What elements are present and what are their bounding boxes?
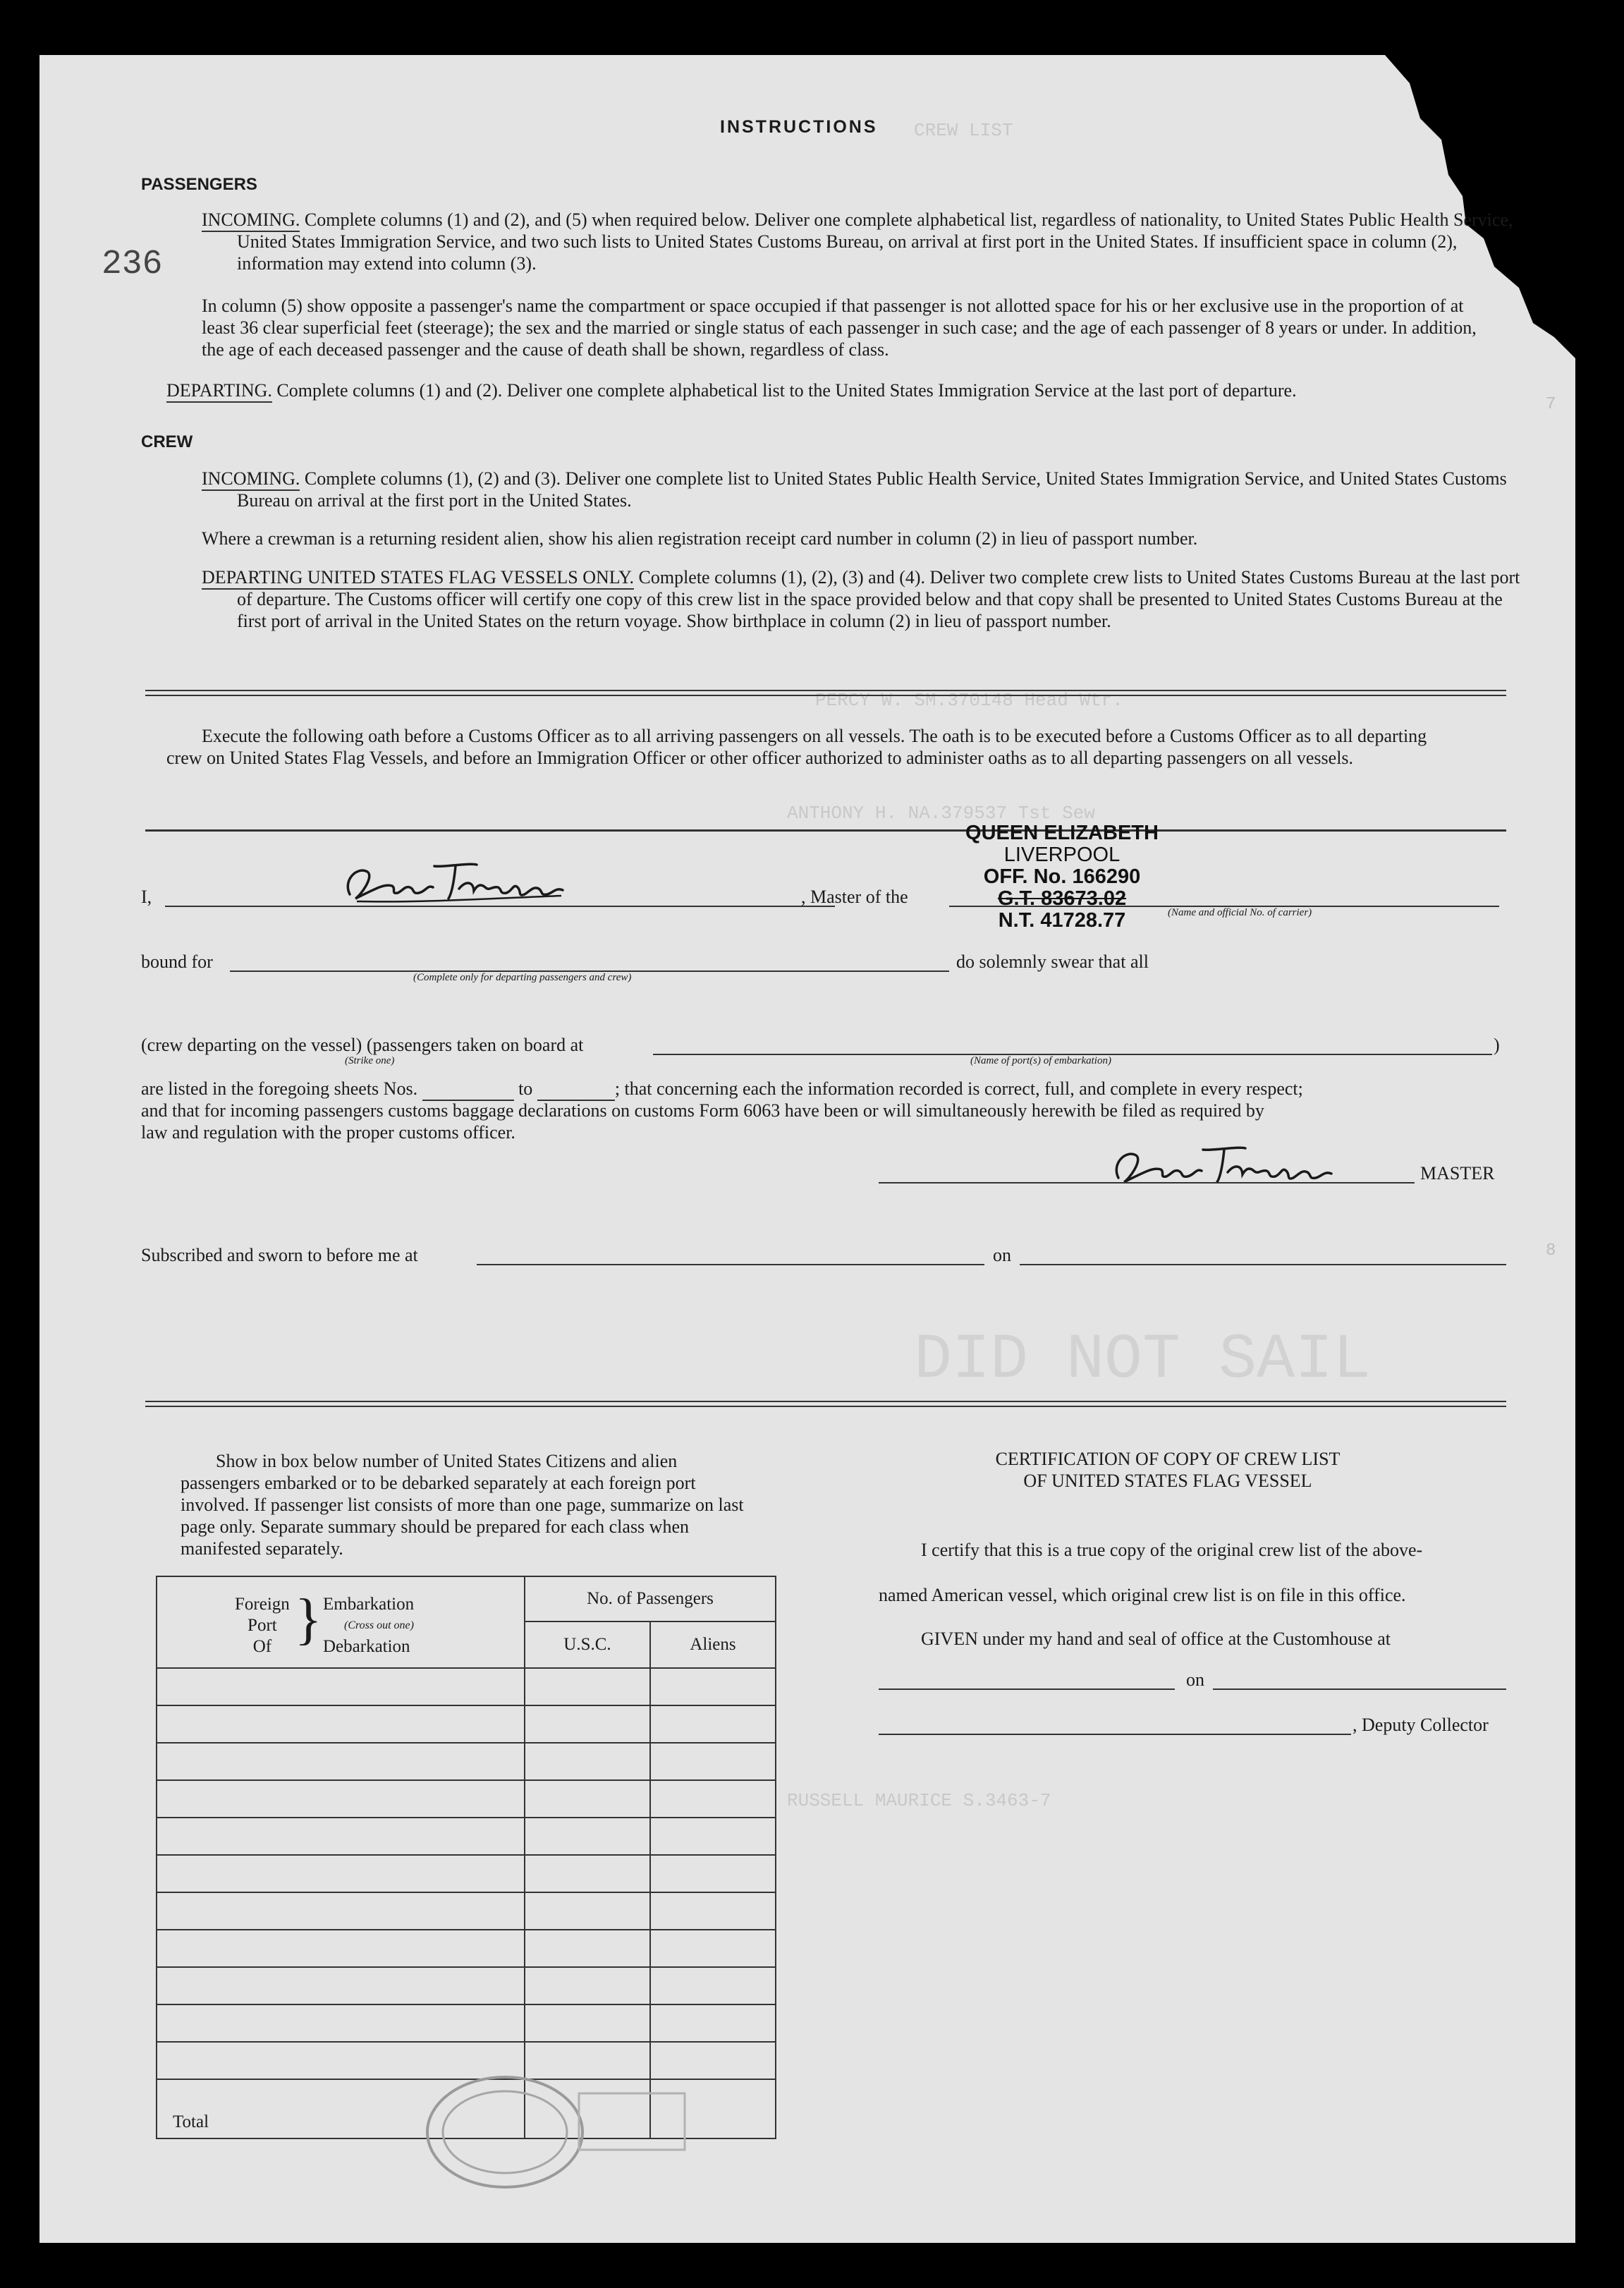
- crew-heading: CREW: [141, 432, 193, 451]
- crew-departing-label: DEPARTING UNITED STATES FLAG VESSELS ONLY.: [202, 567, 634, 590]
- port-cell[interactable]: [157, 1892, 525, 1930]
- aliens-cell[interactable]: [650, 1892, 776, 1930]
- aliens-cell[interactable]: [650, 1780, 776, 1818]
- deputy-collector-label: , Deputy Collector: [1353, 1715, 1489, 1735]
- listed-line-3: and that for incoming passengers customs baggage declarations on customs Form 6063 have been or will simultaneously herewith be filed as required by: [141, 1100, 1264, 1121]
- header-num-cell: [525, 1576, 776, 1668]
- stamp-line: N.T. 41728.77: [998, 909, 1126, 932]
- usc-cell[interactable]: [525, 2004, 650, 2042]
- aliens-cell[interactable]: [650, 1705, 776, 1743]
- crew-departing: [202, 566, 1527, 632]
- aliens-cell[interactable]: [650, 1930, 776, 1967]
- subscribed-date-field[interactable]: [1020, 1264, 1506, 1265]
- passengers-incoming: [202, 209, 1527, 274]
- master-of-label: , Master of the: [801, 887, 908, 907]
- passengers-departing-label: DEPARTING.: [166, 380, 272, 403]
- header-of: Of: [252, 1637, 272, 1656]
- passengers-incoming-text: Complete columns (1) and (2), and (5) when required below. Deliver one complete alphabetical list, regardless of nationality, to United States Public Health Service, United States Immigration Service, and two such lists to United States Customs Bureau, on arrival at first port in the United States. If insufficient space in column (2), information may extend into column (3).: [237, 209, 1513, 274]
- port-cell[interactable]: [157, 1743, 525, 1780]
- certification-title-2: OF UNITED STATES FLAG VESSEL: [1023, 1471, 1312, 1491]
- port-cell[interactable]: [157, 1818, 525, 1855]
- usc-cell[interactable]: [525, 1855, 650, 1892]
- passengers-departing-text: Complete columns (1) and (2). Deliver one complete alphabetical list to the United States Immigration Service at the last port of departure.: [276, 380, 1297, 401]
- vessel-caption: (Name and official No. of carrier): [1168, 907, 1312, 918]
- listed-line-4: law and regulation with the proper customs officer.: [141, 1122, 515, 1143]
- port-cell[interactable]: [157, 1780, 525, 1818]
- aliens-cell[interactable]: [650, 1967, 776, 2004]
- subscribed-on-label: on: [993, 1245, 1011, 1265]
- header-usc: U.S.C.: [525, 1622, 651, 1667]
- crew-resident-alien: Where a crewman is a returning resident alien, show his alien registration receipt card number in column (2) in lieu of passport number.: [202, 528, 1198, 549]
- bleed-through: DID NOT SAIL: [914, 1325, 1372, 1396]
- header-port-cell: [157, 1576, 525, 1668]
- stamp-line: OFF. No. 166290: [983, 865, 1141, 888]
- usc-cell[interactable]: [525, 1967, 650, 2004]
- close-paren: ): [1494, 1035, 1500, 1055]
- summary-text: Show in box below number of United States Citizens and alien passengers embarked or to be debarked separately at each foreign port involved. If passenger list consists of more than one page, summarize on last page only. Separate summary should be prepared for each class when manifested separately.: [181, 1451, 744, 1559]
- listed-to: to: [518, 1078, 533, 1099]
- aliens-cell[interactable]: [650, 1668, 776, 1705]
- sheet-to-field[interactable]: [537, 1078, 615, 1101]
- header-embarkation: Embarkation: [323, 1595, 415, 1614]
- usc-cell[interactable]: [525, 1818, 650, 1855]
- header-aliens: Aliens: [690, 1635, 736, 1654]
- master-label: MASTER: [1420, 1163, 1495, 1183]
- listed-line-1: [141, 1078, 1502, 1101]
- passengers-incoming-label: INCOMING.: [202, 209, 300, 232]
- aliens-cell[interactable]: [650, 1818, 776, 1855]
- passenger-summary-table: [156, 1576, 776, 2139]
- master-signature-2: [1104, 1136, 1344, 1192]
- header-num-passengers: No. of Passengers: [525, 1577, 775, 1622]
- page-title: INSTRUCTIONS: [720, 117, 878, 137]
- crew-departing-text: Complete columns (1), (2), (3) and (4). Deliver two complete crew lists to United States Customs Bureau at the last port of departure. The Customs officer will certify one copy of this crew list in the space provided below and that copy shall be presented to United States Customs Bureau at the first port of arrival in the United States on the return voyage. Show birthplace in column (2) in lieu of passport number.: [237, 567, 1520, 631]
- header-cross-out: (Cross out one): [344, 1619, 414, 1631]
- sheet-from-field[interactable]: [422, 1078, 514, 1101]
- stamp-line: G.T. 83673.02: [997, 887, 1127, 910]
- usc-cell[interactable]: [525, 1705, 650, 1743]
- aliens-cell[interactable]: [650, 2004, 776, 2042]
- usc-cell[interactable]: [525, 1892, 650, 1930]
- customs-stamp: [413, 2072, 709, 2192]
- header-port: Port: [248, 1616, 277, 1635]
- oath-i-label: I,: [141, 887, 152, 907]
- given-on-label: on: [1186, 1669, 1204, 1690]
- port-cell[interactable]: [157, 2004, 525, 2042]
- usc-cell[interactable]: [525, 1743, 650, 1780]
- document-page: [39, 55, 1575, 2243]
- master-signature-field[interactable]: [879, 1182, 1415, 1183]
- section-divider-2: [145, 1401, 1506, 1407]
- header-foreign: Foreign: [235, 1595, 290, 1614]
- header-debarkation: Debarkation: [323, 1637, 410, 1656]
- total-cell: Total: [157, 2079, 525, 2138]
- header-brace: }: [295, 1588, 322, 1650]
- port-cell[interactable]: [157, 1705, 525, 1743]
- port-cell[interactable]: [157, 1967, 525, 2004]
- usc-cell[interactable]: [525, 1780, 650, 1818]
- crew-departing-text: (crew departing on the vessel) (passengers taken on board at: [141, 1035, 584, 1055]
- certify-line-1: I certify that this is a true copy of the original crew list of the above-: [921, 1540, 1423, 1560]
- listed-text: are listed in the foregoing sheets Nos.: [141, 1078, 418, 1099]
- section-divider: [145, 690, 1506, 696]
- oath-intro: Execute the following oath before a Customs Officer as to all arriving passengers on all vessels. The oath is to be executed before a Customs Officer as to all departing crew on United States Flag Vessels, and before an Immigration Officer or other officer authorized to administer oaths as to all departing passengers on all vessels.: [166, 726, 1427, 768]
- certify-line-2: named American vessel, which original crew list is on file in this office.: [879, 1585, 1406, 1605]
- row-number: 8: [1546, 1241, 1556, 1260]
- bleed-through: ANTHONY H. NA.379537 Tst Sew: [787, 803, 1095, 824]
- given-text: GIVEN under my hand and seal of office at the Customhouse at: [921, 1629, 1391, 1649]
- bound-for-caption: (Complete only for departing passengers and crew): [413, 972, 632, 983]
- certification-title-1: CERTIFICATION OF COPY OF CREW LIST: [995, 1449, 1341, 1469]
- row-number: 7: [1546, 395, 1556, 414]
- strike-one-caption: (Strike one): [345, 1055, 395, 1066]
- passengers-heading: PASSENGERS: [141, 175, 257, 194]
- subscribed-label: Subscribed and sworn to before me at: [141, 1245, 418, 1265]
- deputy-collector-field[interactable]: [879, 1734, 1351, 1735]
- port-cell[interactable]: [157, 1930, 525, 1967]
- bleed-through: CREW LIST: [914, 120, 1013, 141]
- usc-cell[interactable]: [525, 1930, 650, 1967]
- passengers-col5-text: In column (5) show opposite a passenger's name the compartment or space occupied if that passenger is not allotted space for his or her exclusive use in the proportion of at least 36 clear superficial feet (steerage); the sex and the married or single status of each passenger in such case; and the age of each passenger of 8 years or under. In addition, the age of each deceased passenger and the cause of death shall be shown, regardless of class.: [202, 296, 1477, 360]
- passengers-departing: [166, 379, 1492, 401]
- swear-text: do solemnly swear that all: [956, 951, 1149, 972]
- crew-incoming: [202, 468, 1527, 511]
- master-signature: [336, 852, 575, 908]
- aliens-cell[interactable]: [650, 1743, 776, 1780]
- crew-incoming-text: Complete columns (1), (2) and (3). Deliver one complete list to United States Public Health Service, United States Immigration Service, and United States Customs Bureau on arrival at the first port in the United States.: [237, 468, 1507, 511]
- bleed-through: RUSSELL MAURICE S.3463-7: [787, 1790, 1051, 1811]
- customhouse-field[interactable]: [879, 1688, 1175, 1690]
- margin-number: 236: [102, 245, 163, 284]
- crew-incoming-label: INCOMING.: [202, 468, 300, 491]
- stamp-line: LIVERPOOL: [1003, 844, 1121, 866]
- usc-cell[interactable]: [525, 1668, 650, 1705]
- bleed-through: PERCY W. SM.370148 Head Wtr.: [815, 690, 1123, 711]
- bound-for-label: bound for: [141, 951, 213, 972]
- given-date-field[interactable]: [1213, 1688, 1506, 1690]
- oath-top-rule: [145, 829, 1506, 832]
- vessel-stamp: [956, 822, 1168, 932]
- port-cell[interactable]: [157, 1855, 525, 1892]
- aliens-cell[interactable]: [650, 1855, 776, 1892]
- subscribed-place-field[interactable]: [477, 1264, 984, 1265]
- listed-text-2: ; that concerning each the information recorded is correct, full, and complete in every respect;: [614, 1078, 1303, 1099]
- ports-caption: (Name of port(s) of embarkation): [970, 1055, 1111, 1066]
- port-cell[interactable]: [157, 1668, 525, 1705]
- stamp-line: QUEEN ELIZABETH: [965, 822, 1159, 844]
